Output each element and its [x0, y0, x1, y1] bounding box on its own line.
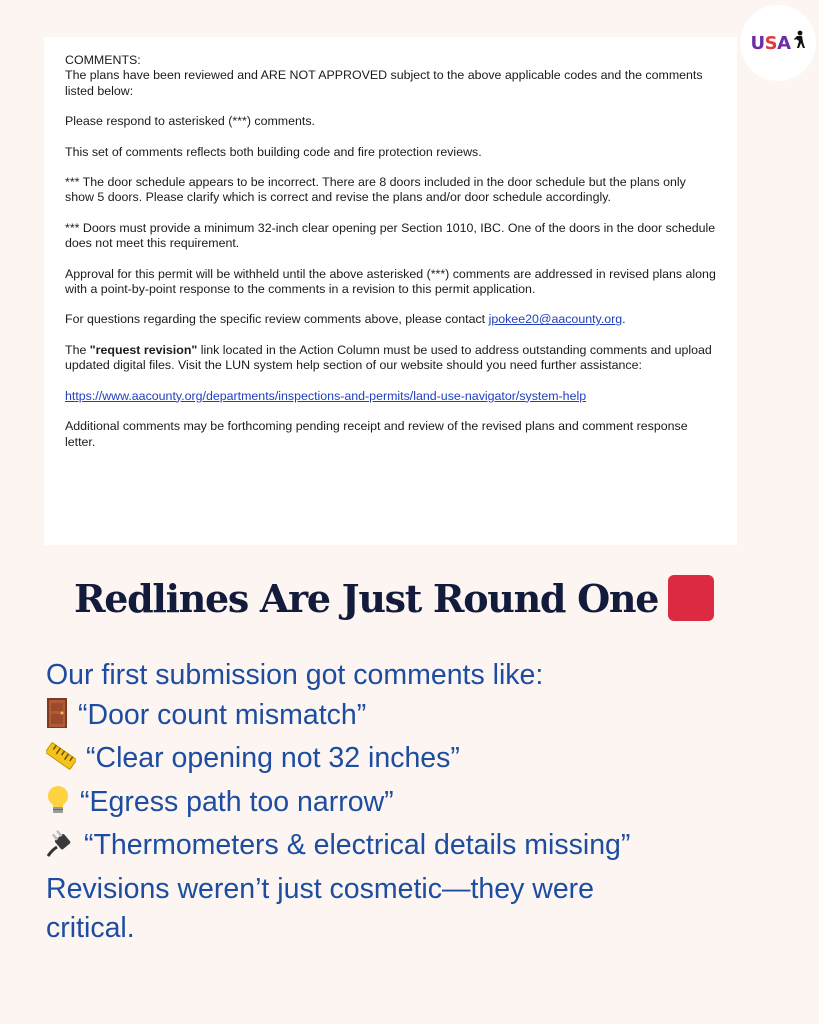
body-copy: [46, 656, 786, 949]
list-item: “Door count mismatch”: [46, 696, 786, 740]
review-comments-document: [44, 37, 737, 545]
doc-paragraph: This set of comments reflects both building code and fire protection reviews.: [65, 144, 482, 159]
headline-text: Redlines Are Just Round One: [74, 575, 659, 621]
request-revision-label: "request revision": [89, 342, 198, 357]
doc-paragraph: The plans have been reviewed and ARE NOT APPROVED subject to the above applicable codes and the comments listed below:: [65, 68, 703, 98]
doc-paragraph: Please respond to asterisked (***) comments.: [65, 114, 315, 129]
usa-logo: [740, 5, 816, 81]
ruler-icon: [46, 741, 76, 783]
usa-logo-text: USA: [750, 32, 791, 54]
doc-paragraph: Approval for this permit will be withheld until the above asterisked (***) comments are addressed in revised plans along with a point-by-point response to the comments in a revision to this permit application.: [65, 266, 716, 297]
list-item: “Thermometers & electrical details missing”: [46, 826, 786, 870]
outro-line: critical.: [46, 912, 135, 944]
doc-revision-paragraph: The "request revision" link located in the Action Column must be used to address outstanding comments and upload updated digital files. Visit the LUN system help section of our website should you need further assistance:: [65, 342, 712, 373]
red-square-icon: [668, 575, 714, 621]
system-help-link[interactable]: https://www.aacounty.org/departments/inspections-and-permits/land-use-navigator/system-help: [65, 388, 587, 403]
doc-paragraph: Additional comments may be forthcoming pending receipt and review of the revised plans and comment response letter.: [65, 419, 688, 449]
contact-email-link[interactable]: jpokee20@aacounty.org: [488, 312, 623, 327]
door-icon: [46, 698, 68, 740]
headline: [74, 568, 714, 628]
list-item: “Clear opening not 32 inches”: [46, 739, 786, 783]
person-figure-icon: [792, 30, 806, 57]
doc-contact-paragraph: For questions regarding the specific review comments above, please contact jpokee20@aacounty.org.: [65, 312, 626, 327]
outro-line: Revisions weren’t just cosmetic—they were: [46, 872, 595, 905]
doc-paragraph: *** Doors must provide a minimum 32-inch clear opening per Section 1010, IBC. One of the doors in the door schedule does not meet this requirement.: [65, 220, 716, 251]
plug-icon: [46, 828, 74, 870]
light-bulb-icon: [46, 785, 70, 827]
list-item: “Egress path too narrow”: [46, 783, 786, 827]
intro-line: Our first submission got comments like:: [46, 659, 544, 691]
doc-heading: COMMENTS:: [65, 53, 141, 67]
doc-paragraph: *** The door schedule appears to be incorrect. There are 8 doors included in the door schedule but the plans only show 5 doors. Please clarify which is correct and revise the plans and/or door schedule accordingly.: [65, 175, 686, 205]
